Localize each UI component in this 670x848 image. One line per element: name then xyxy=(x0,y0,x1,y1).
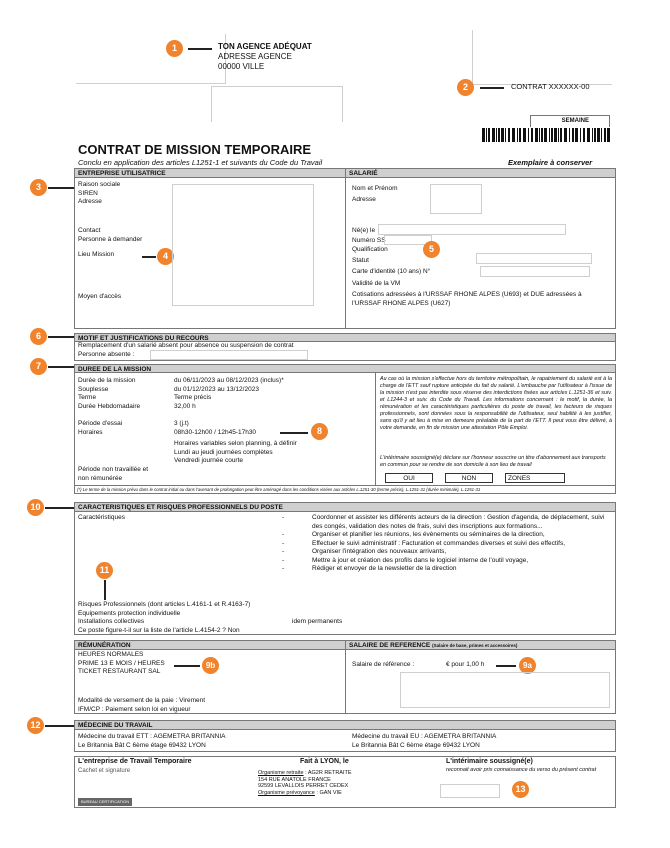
barcode-bar xyxy=(496,128,497,142)
agency-address: ADRESSE AGENCE xyxy=(218,52,292,61)
pointer-1 xyxy=(188,48,212,50)
signature-ett-sub: Cachet et signature xyxy=(78,768,131,774)
copy-label: Exemplaire à conserver xyxy=(508,158,593,167)
barcode xyxy=(482,128,612,142)
badge-1: 1 xyxy=(166,40,183,57)
barcode-bar xyxy=(531,128,533,142)
prevoyance-line: Organisme prévoyance : GAN VIE xyxy=(258,789,342,796)
barcode-bar xyxy=(551,128,553,142)
duree-right-text2: L'intérimaire soussigné(e) déclare sur l'honneur souscrire un titre d'abonnement aux transports en commun pour se rendre de son domicile à son lieu de travail xyxy=(380,455,606,468)
pointer-11 xyxy=(104,580,106,600)
barcode-bar xyxy=(583,128,585,142)
task-item: - Organiser l'intégration des nouveaux arrivants, xyxy=(282,548,447,555)
salarie-statut-label: Statut xyxy=(352,257,369,264)
caracteristiques-label: Caractéristiques xyxy=(78,514,125,521)
barcode-bar xyxy=(488,128,490,142)
salarie-validite-label: Validité de la VM xyxy=(352,280,401,287)
barcode-bar xyxy=(541,128,543,142)
task-item: - Organiser et planifier les réunions, les évènements ou séminaires de la direction, xyxy=(282,531,545,538)
duree-table xyxy=(78,377,284,411)
barcode-bar xyxy=(575,128,578,142)
motif-header: MOTIF ET JUSTIFICATIONS DU RECOURS xyxy=(74,333,616,342)
entreprise-salarie-divider xyxy=(345,168,346,329)
barcode-bar xyxy=(486,128,487,142)
agency-name: TON AGENCE ADÉQUAT xyxy=(218,42,312,51)
duree-divider xyxy=(375,373,376,485)
siren-label: SIREN xyxy=(78,189,98,197)
barcode-bar xyxy=(587,128,590,142)
barcode-bar xyxy=(554,128,557,142)
badge-10: 10 xyxy=(27,499,44,516)
salarie-carte-box xyxy=(480,266,590,277)
salaire-ref-header: SALAIRE DE REFERENCE (Salaire de base, primes et accessoires) xyxy=(345,640,616,650)
week-label: SEMAINE xyxy=(561,118,589,124)
badge-11: 11 xyxy=(96,562,113,579)
agency-block xyxy=(218,42,312,72)
pointer-9b xyxy=(174,665,200,667)
organismes-block: Organisme retraite : AG2R RETRAITE 154 RUE ANATOLE FRANCE 92599 LEVALLOIS PERRET CEDEX Organisme prévoyance : GAN VIE xyxy=(258,770,352,796)
badge-9a: 9a xyxy=(519,657,536,674)
retraite-line: Organisme retraite : AG2R RETRAITE xyxy=(258,770,352,776)
task-item: - Mettre à jour et création des profils dans le logiciel interne de l'outil voyage, xyxy=(282,556,529,564)
barcode-bar xyxy=(501,128,504,142)
non-box[interactable]: NON xyxy=(445,473,493,483)
signature-interimaire: L'intérimaire soussigné(e) xyxy=(446,758,533,765)
agency-city: 00000 VILLE xyxy=(218,62,265,71)
remuneration-footer xyxy=(78,697,205,714)
duree-right-text: Au cas où la mission s'effectue hors du territoire métropolitain, le rapatriement du salarié est à la charge de l'ETT sauf rupture anticipée du fait du salarié. L'embauche par l'utilisateur à l'issue de la mission n'est pas interdite sous réserve des interdictions fixées aux articles L.1251-36 et suiv. et L1244-3 et suiv. du Code du Travail. Les informations concernant : le motif, la durée, la rémunération et les caractéristiques particulières du poste de travail, les facteurs de risques professionnels, sont données sous la responsabilité de l'utilisateur, seul habilité à les justifier, sans qu'il y ait lieu à mise en demeure préalable de la part de l'ETT. Il peut vous être délivré, à votre demande, en fin de mission une attestation Pôle Emploi. xyxy=(380,376,612,431)
risques-label: Risques Professionnels (dont articles L.4161-1 et R.4163-7) xyxy=(78,601,251,608)
pointer-8 xyxy=(280,432,308,434)
horaires-row: Horaires 08h30-12h00 / 12h45-17h30 xyxy=(78,429,257,436)
barcode-bar xyxy=(564,128,567,142)
badge-8: 8 xyxy=(311,423,328,440)
remuneration-header: RÉMUNÉRATION xyxy=(74,640,346,650)
remuneration-items: HEURES NORMALES PRIME 13 E MOIS / HEURES TICKET RESTAURANT SAL xyxy=(78,651,165,675)
salarie-ne-label: Né(e) le xyxy=(352,227,376,234)
barcode-bar xyxy=(539,128,540,142)
barcode-bar xyxy=(544,128,547,142)
duree-header: DUREE DE LA MISSION xyxy=(74,364,616,373)
address-window-frame xyxy=(211,86,343,122)
remuneration-divider xyxy=(345,640,346,714)
barcode-bar xyxy=(517,128,518,142)
barcode-bar xyxy=(482,128,485,142)
risques-block xyxy=(78,601,250,635)
contact-label: Contact xyxy=(78,227,101,234)
badge-13: 13 xyxy=(512,781,529,798)
duree-row: Souplesse du 01/12/2023 au 13/12/2023 xyxy=(78,385,259,393)
barcode-bar xyxy=(523,128,526,142)
pointer-4 xyxy=(142,256,156,258)
motif-line1: Remplacement d'un salarié absent pour absence ou suspension de contrat xyxy=(78,342,294,349)
tasks-list xyxy=(282,514,610,574)
contract-window-frame xyxy=(472,30,612,85)
barcode-bar xyxy=(601,128,602,142)
salarie-nom-label: Nom et Prénom xyxy=(352,185,398,192)
duree-row: Terme Terme précis xyxy=(78,394,212,401)
essai-row: Période d'essai 3 (j.t) xyxy=(78,420,189,427)
salaire-ref-box xyxy=(400,672,610,708)
badge-4: 4 xyxy=(157,248,174,265)
duree-row: Durée Hebdomadaire 32,00 h xyxy=(78,402,196,410)
barcode-bar xyxy=(549,128,550,142)
salarie-ne-box xyxy=(378,224,566,235)
barcode-bar xyxy=(528,128,529,142)
badge-5: 5 xyxy=(423,241,440,258)
badge-7: 7 xyxy=(30,358,47,375)
horaires-extra: Horaires variables selon planning, à définir Lundi au jeudi journées complètes Vendredi journée courte xyxy=(174,440,297,464)
salarie-carte-label: Carte d'identité (10 ans) N° xyxy=(352,268,431,275)
certification-badge: BUREAU CERTIFICATION xyxy=(78,798,132,806)
zones-box[interactable]: ZONES xyxy=(505,473,565,483)
moyen-label: Moyen d'accès xyxy=(78,293,122,300)
salaire-ref-value: € pour 1,00 h xyxy=(446,661,485,668)
barcode-bar xyxy=(558,128,559,142)
personne-label: Personne à demander xyxy=(78,235,143,243)
barcode-bar xyxy=(560,128,562,142)
salarie-adresse-box xyxy=(430,184,482,214)
medecine-right: Médecine du travail EU : AGEMETRA BRITANNIA Le Britannia Bât C 6ème étage 69432 LYON xyxy=(352,733,497,749)
equipements-label: Equipements protection individuelle xyxy=(78,609,181,617)
barcode-bar xyxy=(592,128,593,142)
adresse-label: Adresse xyxy=(78,198,102,205)
page-title: CONTRAT DE MISSION TEMPORAIRE xyxy=(78,142,312,157)
badge-9b: 9b xyxy=(202,657,219,674)
barcode-bar xyxy=(604,128,606,142)
page-subtitle: Conclu en application des articles L1251-1 et suivants du Code du Travail xyxy=(78,158,323,167)
barcode-bar xyxy=(498,128,500,142)
agency-address-frame xyxy=(76,34,226,84)
barcode-bar xyxy=(505,128,506,142)
salaire-ref-label: Salaire de référence : xyxy=(352,661,415,668)
badge-3: 3 xyxy=(30,179,47,196)
badge-2: 2 xyxy=(457,79,474,96)
barcode-bar xyxy=(607,128,610,142)
salarie-adresse-label: Adresse xyxy=(352,196,376,203)
barcode-bar xyxy=(492,128,495,142)
barcode-bar xyxy=(594,128,596,142)
interimaire-signature-box xyxy=(440,784,500,798)
motif-line2: Personne absente : xyxy=(78,351,135,358)
pointer-12 xyxy=(45,725,74,727)
signature-fait: Fait à LYON, le xyxy=(300,758,349,765)
poste-question: Ce poste figure-t-il sur la liste de l'article L.4154-2 ? Non xyxy=(78,626,240,634)
salarie-statut-box xyxy=(476,253,592,264)
barcode-bar xyxy=(519,128,521,142)
pointer-6 xyxy=(48,336,74,338)
pointer-2 xyxy=(480,87,504,89)
barcode-bar xyxy=(508,128,510,142)
modalite: Modalité de versement de la paie : Virement xyxy=(78,697,206,704)
barcode-bar xyxy=(597,128,600,142)
medecine-header: MÉDECINE DU TRAVAIL xyxy=(74,720,616,730)
raison-label: Raison sociale xyxy=(78,181,121,188)
entreprise-labels-2 xyxy=(78,227,142,244)
idem-permanents: idem permanents xyxy=(292,618,343,625)
salarie-header: SALARIÉ xyxy=(345,168,616,178)
non-travaillee: Période non travaillée et non rémunérée xyxy=(78,466,149,482)
task-item: - Coordonner et assister les différents acteurs de la direction : Gestion d'agenda, de déplacement, suivi des congés, validation des notes de frais, suivi des inscriptions aux formations... xyxy=(282,514,605,530)
week-box xyxy=(530,115,610,127)
barcode-bar xyxy=(580,128,581,142)
entreprise-labels xyxy=(78,181,120,207)
barcode-bar xyxy=(572,128,574,142)
entreprise-header: ENTREPRISE UTILISATRICE xyxy=(74,168,346,178)
installations-label: Installations collectives xyxy=(78,618,145,625)
pointer-9a xyxy=(496,665,516,667)
medecine-left: Médecine du travail ETT : AGEMETRA BRITANNIA Le Britannia Bât C 6ème étage 69432 LYON xyxy=(78,733,226,749)
ifm: IFM/CP : Paiement selon loi en vigueur xyxy=(78,705,191,713)
salarie-cotisations: Cotisations adressées à l'URSSAF RHONE ALPES (U693) et DUE adressées à l'URSSAF RHONE ALPES (U627) xyxy=(352,291,582,307)
duree-footnote: (*) Le terme de la mission prévu dans le contrat initial ou dans l'avenant de prolongation peut être aménagé dans les conditions visées aux articles L.1251-30 (terme précis), L.1251-31 (durée minimale), L.1251-31 xyxy=(77,487,481,492)
pointer-3 xyxy=(48,187,74,189)
signature-interimaire-sub: reconnait avoir pris connaissance du verso du présent contrat xyxy=(446,767,597,773)
duree-row: Durée de la mission du 06/11/2023 au 08/12/2023 (inclus)* xyxy=(78,377,284,384)
entreprise-value-frame xyxy=(172,184,314,306)
barcode-bar xyxy=(512,128,515,142)
pointer-7 xyxy=(48,366,74,368)
signature-ett: L'entreprise de Travail Temporaire xyxy=(78,758,192,765)
caracteristiques-header: CARACTERISTIQUES ET RISQUES PROFESSIONNELS DU POSTE xyxy=(74,502,616,512)
salarie-qualif-label: Qualification xyxy=(352,246,388,253)
pointer-10 xyxy=(45,507,74,509)
badge-6: 6 xyxy=(30,328,47,345)
barcode-bar xyxy=(569,128,570,142)
oui-box[interactable]: OUI xyxy=(385,473,433,483)
contract-number: CONTRAT XXXXXX-00 xyxy=(511,82,590,91)
lieu-label: Lieu Mission xyxy=(78,251,115,258)
task-item: - Effectuer le suivi administratif : Facturation et commandes diverses et suivi des effectifs, xyxy=(282,539,566,547)
task-item: - Rédiger et envoyer de la newsletter de la direction xyxy=(282,565,457,572)
salarie-ss-label: Numéro SS xyxy=(352,237,386,244)
badge-12: 12 xyxy=(27,717,44,734)
motif-person-box xyxy=(150,350,308,360)
barcode-bar xyxy=(535,128,538,142)
